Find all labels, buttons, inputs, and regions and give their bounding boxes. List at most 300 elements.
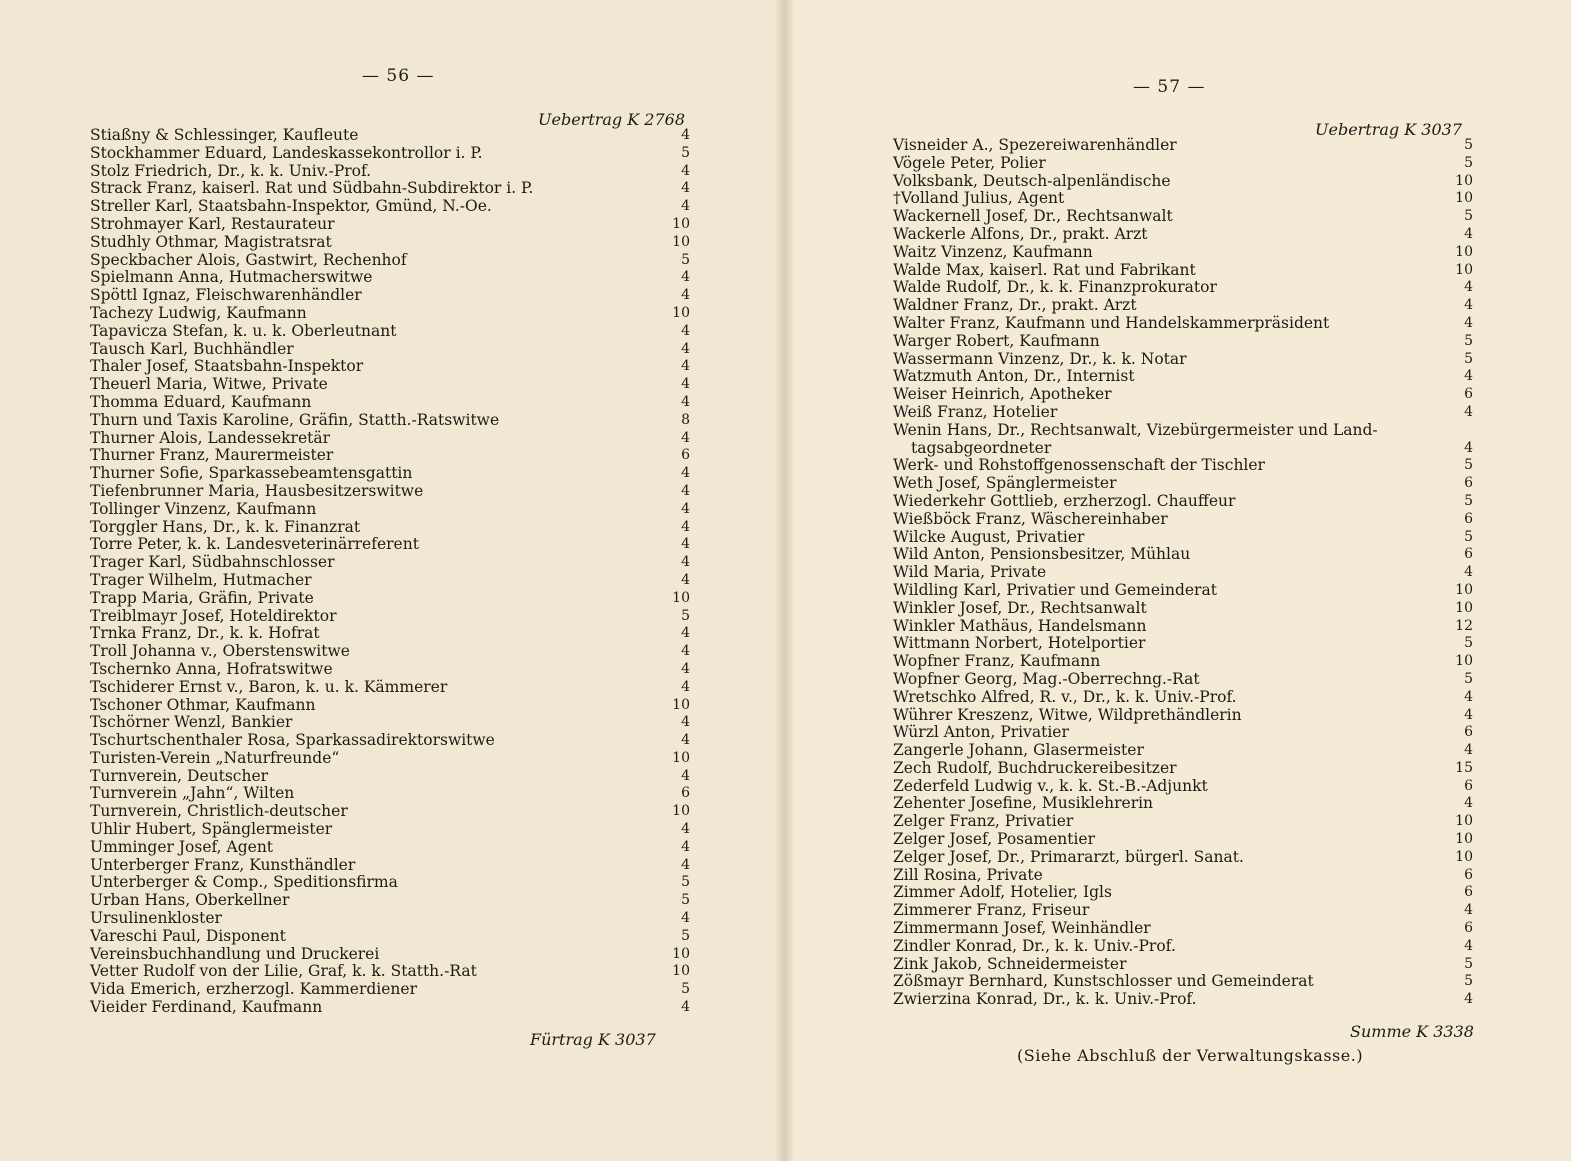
list-item xyxy=(893,297,1473,315)
list-item xyxy=(90,572,690,590)
entry-name: Troll Johanna v., Oberstenswitwe xyxy=(90,642,350,661)
entry-amount: 15 xyxy=(1455,759,1473,776)
page-total: Fürtrag K 3037 xyxy=(530,1030,656,1049)
entry-amount: 6 xyxy=(1464,386,1473,403)
entry-name: Wittmann Norbert, Hotelportier xyxy=(893,634,1146,653)
entry-name: Trapp Maria, Gräfin, Private xyxy=(90,588,314,607)
entry-name: Werk- und Rohstoffgenossenschaft der Tischler xyxy=(893,456,1265,475)
entry-amount: 10 xyxy=(1455,243,1473,260)
list-item xyxy=(893,956,1473,974)
entry-amount: 4 xyxy=(681,429,690,446)
entry-name: Walter Franz, Kaufmann und Handelskammerpräsident xyxy=(893,313,1330,332)
entry-name: Wießböck Franz, Wäschereinhaber xyxy=(893,509,1168,528)
entry-name: Stolz Friedrich, Dr., k. k. Univ.-Prof. xyxy=(90,161,372,180)
entry-amount: 5 xyxy=(1464,635,1473,652)
entry-amount: 4 xyxy=(1464,403,1473,420)
entry-name: Turnverein, Christlich-deutscher xyxy=(90,802,348,821)
entry-amount: 4 xyxy=(681,482,690,499)
entry-amount: 4 xyxy=(681,660,690,677)
entry-name: Turnverein, Deutscher xyxy=(90,766,269,785)
list-item xyxy=(90,661,690,679)
entry-amount: 4 xyxy=(681,162,690,179)
list-item xyxy=(893,244,1473,262)
entry-name: Torre Peter, k. k. Landesveterinärreferent xyxy=(90,535,419,554)
list-item xyxy=(893,671,1473,689)
list-item xyxy=(893,137,1473,155)
entry-amount: 4 xyxy=(681,269,690,286)
entry-name: Zelger Franz, Privatier xyxy=(893,812,1074,831)
entry-name: Wopfner Franz, Kaufmann xyxy=(893,652,1101,671)
entry-name: Volksbank, Deutsch-alpenländische xyxy=(893,171,1171,190)
entry-name: Winkler Mathäus, Handelsmann xyxy=(893,616,1147,635)
entry-amount: 6 xyxy=(1464,724,1473,741)
entry-name: Streller Karl, Staatsbahn-Inspektor, Gmünd, N.-Oe. xyxy=(90,197,492,216)
list-item xyxy=(90,465,690,483)
list-item xyxy=(893,653,1473,671)
list-item xyxy=(90,127,690,145)
entry-amount: 10 xyxy=(1455,831,1473,848)
list-item xyxy=(893,368,1473,386)
entry-amount: 4 xyxy=(681,198,690,215)
entry-amount: 10 xyxy=(672,215,690,232)
list-item xyxy=(90,892,690,910)
entry-amount: 4 xyxy=(1464,279,1473,296)
entry-name: Studhly Othmar, Magistratsrat xyxy=(90,232,332,251)
right-page xyxy=(785,0,1571,1161)
entry-name: Trnka Franz, Dr., k. k. Hofrat xyxy=(90,624,320,643)
entry-amount: 10 xyxy=(672,696,690,713)
entry-amount: 4 xyxy=(681,127,690,143)
entry-amount: 6 xyxy=(1464,884,1473,901)
entry-name: Wiederkehr Gottlieb, erzherzogl. Chauffeur xyxy=(893,491,1236,510)
list-item xyxy=(893,920,1473,938)
list-item xyxy=(90,839,690,857)
list-item xyxy=(893,457,1473,475)
entry-name: Vereinsbuchhandlung und Druckerei xyxy=(90,944,380,963)
list-item xyxy=(893,742,1473,760)
entry-name: Torggler Hans, Dr., k. k. Finanzrat xyxy=(90,517,361,536)
list-item xyxy=(90,554,690,572)
list-item xyxy=(90,697,690,715)
entry-amount: 4 xyxy=(681,910,690,927)
entry-name: Ursulinenkloster xyxy=(90,909,222,928)
list-item xyxy=(90,198,690,216)
closing-note: (Siehe Abschluß der Verwaltungskasse.) xyxy=(1017,1046,1364,1065)
entry-name: Unterberger Franz, Kunsthändler xyxy=(90,855,356,874)
entry-amount: 6 xyxy=(1464,510,1473,527)
entry-amount: 5 xyxy=(681,874,690,891)
list-item xyxy=(893,173,1473,191)
list-item xyxy=(90,145,690,163)
entry-amount: 4 xyxy=(1464,225,1473,242)
list-item xyxy=(90,732,690,750)
list-item xyxy=(90,714,690,732)
list-item xyxy=(90,910,690,928)
entry-name: Thaler Josef, Staatsbahn-Inspektor xyxy=(90,357,364,376)
entry-name: Tachezy Ludwig, Kaufmann xyxy=(90,303,307,322)
entry-name: †Volland Julius, Agent xyxy=(893,189,1065,208)
list-item xyxy=(90,252,690,270)
list-item xyxy=(90,679,690,697)
entry-name: Zimmermann Josef, Weinhändler xyxy=(893,919,1151,938)
entry-name: Vieider Ferdinand, Kaufmann xyxy=(90,998,323,1017)
list-item xyxy=(893,902,1473,920)
entry-amount: 4 xyxy=(681,999,690,1016)
list-item xyxy=(90,376,690,394)
entry-name: Uhlir Hubert, Spänglermeister xyxy=(90,820,333,839)
entry-name: Tausch Karl, Buchhändler xyxy=(90,339,294,358)
list-item xyxy=(893,279,1473,297)
entry-amount: 5 xyxy=(1464,973,1473,990)
list-item xyxy=(90,412,690,430)
list-item xyxy=(90,305,690,323)
entry-name: Umminger Josef, Agent xyxy=(90,837,274,856)
entry-name: Thurner Alois, Landessekretär xyxy=(90,428,331,447)
entry-amount: 8 xyxy=(681,411,690,428)
list-item xyxy=(90,821,690,839)
entry-amount: 10 xyxy=(1455,653,1473,670)
list-item xyxy=(893,724,1473,742)
entry-name: Zederfeld Ludwig v., k. k. St.-B.-Adjunkt xyxy=(893,776,1208,795)
entry-amount: 4 xyxy=(681,625,690,642)
list-item xyxy=(90,341,690,359)
list-item xyxy=(893,529,1473,547)
entry-name: Wildling Karl, Privatier und Gemeinderat xyxy=(893,580,1217,599)
entry-amount: 5 xyxy=(1464,492,1473,509)
entry-amount: 4 xyxy=(1464,368,1473,385)
entry-amount: 10 xyxy=(1455,172,1473,189)
list-item xyxy=(90,963,690,981)
list-item xyxy=(893,564,1473,582)
page-total: Summe K 3338 xyxy=(1350,1022,1474,1041)
entry-amount: 4 xyxy=(1464,688,1473,705)
entry-amount: 5 xyxy=(1464,350,1473,367)
entry-name: Thomma Eduard, Kaufmann xyxy=(90,392,312,411)
left-page xyxy=(0,0,785,1161)
list-item xyxy=(893,582,1473,600)
list-item xyxy=(893,867,1473,885)
list-item xyxy=(90,750,690,768)
entry-amount: 6 xyxy=(1464,546,1473,563)
entry-amount: 4 xyxy=(1464,706,1473,723)
entry-name: Würzl Anton, Privatier xyxy=(893,723,1069,742)
entry-name: Tschurtschenthaler Rosa, Sparkassadirektorswitwe xyxy=(90,731,495,750)
entry-name: Zehenter Josefine, Musiklehrerin xyxy=(893,794,1154,813)
entry-name: Wretschko Alfred, R. v., Dr., k. k. Univ.-Prof. xyxy=(893,687,1237,706)
entry-name: Zelger Josef, Dr., Primararzt, bürgerl. Sanat. xyxy=(893,847,1244,866)
entry-amount: 4 xyxy=(1464,564,1473,581)
entry-amount: 4 xyxy=(1464,297,1473,314)
entry-name: Tschörner Wenzl, Bankier xyxy=(90,713,293,732)
entry-amount: 4 xyxy=(1464,991,1473,1008)
entry-name: Thurn und Taxis Karoline, Gräfin, Statth.-Ratswitwe xyxy=(90,410,500,429)
entry-name: Zimmer Adolf, Hotelier, Igls xyxy=(893,883,1112,902)
entry-name: Waldner Franz, Dr., prakt. Arzt xyxy=(893,296,1137,315)
entry-name: Theuerl Maria, Witwe, Private xyxy=(90,375,328,394)
list-item xyxy=(90,216,690,234)
entry-name: Vareschi Paul, Disponent xyxy=(90,926,286,945)
entry-name: Weth Josef, Spänglermeister xyxy=(893,474,1117,493)
list-item xyxy=(90,323,690,341)
list-item xyxy=(90,928,690,946)
entry-amount: 10 xyxy=(672,945,690,962)
list-item xyxy=(90,803,690,821)
entry-amount: 4 xyxy=(681,536,690,553)
entry-name: Spielmann Anna, Hutmacherswitwe xyxy=(90,268,373,287)
entry-amount: 5 xyxy=(1464,457,1473,474)
list-item xyxy=(893,938,1473,956)
entry-amount: 6 xyxy=(681,447,690,464)
entry-name: Wild Maria, Private xyxy=(893,563,1047,582)
entry-amount: 4 xyxy=(681,821,690,838)
entry-name: Wopfner Georg, Mag.-Oberrechng.-Rat xyxy=(893,669,1200,688)
entry-amount: 4 xyxy=(681,767,690,784)
entry-amount: 4 xyxy=(1464,795,1473,812)
entry-amount: 4 xyxy=(681,571,690,588)
entry-amount: 10 xyxy=(672,963,690,980)
list-item xyxy=(90,234,690,252)
entry-name: Zech Rudolf, Buchdruckereibesitzer xyxy=(893,758,1177,777)
list-item xyxy=(90,981,690,999)
entry-name: Wassermann Vinzenz, Dr., k. k. Notar xyxy=(893,349,1187,368)
entry-amount: 6 xyxy=(1464,920,1473,937)
list-item xyxy=(893,778,1473,796)
list-item xyxy=(90,269,690,287)
list-item xyxy=(90,874,690,892)
entry-amount: 5 xyxy=(1464,137,1473,153)
entry-amount: 4 xyxy=(1464,937,1473,954)
list-item xyxy=(893,315,1473,333)
list-item xyxy=(893,404,1473,422)
entry-amount: 10 xyxy=(672,233,690,250)
entry-amount: 4 xyxy=(1464,439,1473,456)
entry-amount: 5 xyxy=(681,144,690,161)
list-item xyxy=(90,946,690,964)
list-item xyxy=(893,440,1473,458)
entry-name: Walde Max, kaiserl. Rat und Fabrikant xyxy=(893,260,1196,279)
page-number: — 57 — xyxy=(1133,77,1206,97)
entry-name: Warger Robert, Kaufmann xyxy=(893,331,1100,350)
entry-amount: 10 xyxy=(1455,190,1473,207)
entry-name: tagsabgeordneter xyxy=(911,438,1052,457)
entry-name: Treiblmayr Josef, Hoteldirektor xyxy=(90,606,337,625)
list-item xyxy=(90,590,690,608)
entry-amount: 5 xyxy=(681,892,690,909)
entry-amount: 5 xyxy=(681,251,690,268)
list-item xyxy=(90,999,690,1017)
entry-name: Strohmayer Karl, Restaurateur xyxy=(90,214,335,233)
list-item xyxy=(893,600,1473,618)
entry-name: Weiß Franz, Hotelier xyxy=(893,402,1058,421)
entry-name: Walde Rudolf, Dr., k. k. Finanzprokurator xyxy=(893,278,1217,297)
entry-amount: 4 xyxy=(1464,902,1473,919)
entry-name: Vögele Peter, Polier xyxy=(893,153,1046,172)
entry-amount: 4 xyxy=(681,393,690,410)
entry-amount: 5 xyxy=(1464,332,1473,349)
list-item xyxy=(893,190,1473,208)
list-item xyxy=(90,180,690,198)
entry-amount: 4 xyxy=(681,678,690,695)
list-item xyxy=(893,973,1473,991)
carry-over-line: Uebertrag K 3037 xyxy=(1315,120,1463,139)
entry-name: Zimmerer Franz, Friseur xyxy=(893,901,1090,920)
entry-amount: 10 xyxy=(1455,813,1473,830)
entry-amount: 5 xyxy=(681,927,690,944)
entry-name: Turisten-Verein „Naturfreunde“ xyxy=(90,748,340,767)
entry-name: Zangerle Johann, Glasermeister xyxy=(893,741,1144,760)
entry-name: Zindler Konrad, Dr., k. k. Univ.-Prof. xyxy=(893,936,1176,955)
entry-amount: 4 xyxy=(681,500,690,517)
entry-amount: 4 xyxy=(681,287,690,304)
entry-name: Tollinger Vinzenz, Kaufmann xyxy=(90,499,317,518)
entry-name: Vida Emerich, erzherzogl. Kammerdiener xyxy=(90,980,417,999)
entry-list xyxy=(893,137,1473,1009)
entry-name: Turnverein „Jahn“, Wilten xyxy=(90,784,295,803)
entry-amount: 10 xyxy=(672,803,690,820)
entry-amount: 4 xyxy=(1464,742,1473,759)
entry-name: Wackernell Josef, Dr., Rechtsanwalt xyxy=(893,207,1173,226)
entry-amount: 4 xyxy=(681,643,690,660)
entry-amount: 4 xyxy=(681,554,690,571)
page-number: — 56 — xyxy=(362,66,435,86)
list-item xyxy=(90,447,690,465)
entry-amount: 5 xyxy=(681,981,690,998)
list-item xyxy=(893,511,1473,529)
list-item xyxy=(893,760,1473,778)
entry-amount: 5 xyxy=(1464,154,1473,171)
entry-amount: 12 xyxy=(1455,617,1473,634)
list-item xyxy=(90,536,690,554)
entry-amount: 4 xyxy=(681,465,690,482)
list-item xyxy=(893,707,1473,725)
entry-name: Weiser Heinrich, Apotheker xyxy=(893,385,1112,404)
entry-amount: 5 xyxy=(681,607,690,624)
entry-name: Waitz Vinzenz, Kaufmann xyxy=(893,242,1093,261)
entry-amount: 5 xyxy=(1464,670,1473,687)
entry-amount: 10 xyxy=(1455,261,1473,278)
entry-name: Vetter Rudolf von der Lilie, Graf, k. k. Statth.-Rat xyxy=(90,962,477,981)
entry-amount: 4 xyxy=(1464,314,1473,331)
list-item xyxy=(90,625,690,643)
entry-name: Spöttl Ignaz, Fleischwarenhändler xyxy=(90,286,362,305)
list-item xyxy=(893,831,1473,849)
entry-amount: 4 xyxy=(681,714,690,731)
entry-amount: 6 xyxy=(1464,866,1473,883)
entry-name: Wilcke August, Privatier xyxy=(893,527,1085,546)
entry-list xyxy=(90,127,690,1017)
list-item xyxy=(893,849,1473,867)
entry-name: Zwierzina Konrad, Dr., k. k. Univ.-Prof. xyxy=(893,990,1197,1009)
entry-amount: 4 xyxy=(681,358,690,375)
list-item xyxy=(893,208,1473,226)
entry-amount: 5 xyxy=(1464,208,1473,225)
entry-amount: 10 xyxy=(1455,599,1473,616)
list-item xyxy=(893,884,1473,902)
list-item xyxy=(893,386,1473,404)
entry-amount: 4 xyxy=(681,376,690,393)
list-item xyxy=(90,287,690,305)
list-item xyxy=(90,768,690,786)
entry-name: Winkler Josef, Dr., Rechtsanwalt xyxy=(893,598,1147,617)
list-item xyxy=(893,333,1473,351)
list-item xyxy=(90,394,690,412)
list-item xyxy=(90,430,690,448)
carry-over-line: Uebertrag K 2768 xyxy=(538,110,686,129)
list-item xyxy=(90,643,690,661)
list-item xyxy=(893,546,1473,564)
entry-name: Wenin Hans, Dr., Rechtsanwalt, Vizebürgermeister und Land- xyxy=(893,420,1378,439)
entry-name: Strack Franz, kaiserl. Rat und Südbahn-Subdirektor i. P. xyxy=(90,179,534,198)
list-item xyxy=(893,618,1473,636)
entry-name: Tschernko Anna, Hofratswitwe xyxy=(90,659,333,678)
entry-amount: 4 xyxy=(681,322,690,339)
entry-name: Wührer Kreszenz, Witwe, Wildprethändlerin xyxy=(893,705,1242,724)
entry-name: Watzmuth Anton, Dr., Internist xyxy=(893,367,1135,386)
entry-name: Visneider A., Spezereiwarenhändler xyxy=(893,136,1177,154)
entry-amount: 10 xyxy=(672,304,690,321)
entry-name: Trager Karl, Südbahnschlosser xyxy=(90,553,335,572)
entry-amount: 4 xyxy=(681,732,690,749)
page-gutter xyxy=(775,0,795,1161)
list-item xyxy=(893,635,1473,653)
list-item xyxy=(90,519,690,537)
entry-name: Zill Rosina, Private xyxy=(893,865,1043,884)
entry-amount: 4 xyxy=(681,518,690,535)
entry-name: Zelger Josef, Posamentier xyxy=(893,830,1095,849)
list-item xyxy=(893,991,1473,1009)
entry-amount: 4 xyxy=(681,856,690,873)
entry-name: Stockhammer Eduard, Landeskassekontrollor i. P. xyxy=(90,143,483,162)
list-item xyxy=(893,689,1473,707)
entry-amount: 10 xyxy=(1455,848,1473,865)
entry-name: Tschoner Othmar, Kaufmann xyxy=(90,695,316,714)
entry-amount: 6 xyxy=(1464,475,1473,492)
entry-amount: 5 xyxy=(1464,528,1473,545)
entry-name: Unterberger & Comp., Speditionsfirma xyxy=(90,873,398,892)
list-item xyxy=(893,262,1473,280)
entry-name: Zößmayr Bernhard, Kunstschlosser und Gemeinderat xyxy=(893,972,1314,991)
entry-amount: 6 xyxy=(681,785,690,802)
list-item xyxy=(90,785,690,803)
entry-amount: 4 xyxy=(681,180,690,197)
list-item xyxy=(893,155,1473,173)
entry-name: Speckbacher Alois, Gastwirt, Rechenhof xyxy=(90,250,407,269)
list-item xyxy=(90,501,690,519)
entry-name: Stiaßny & Schlessinger, Kaufleute xyxy=(90,126,359,144)
list-item xyxy=(893,493,1473,511)
entry-name: Tapavicza Stefan, k. u. k. Oberleutnant xyxy=(90,321,397,340)
entry-amount: 5 xyxy=(1464,955,1473,972)
list-item xyxy=(893,813,1473,831)
list-item xyxy=(90,608,690,626)
entry-name: Urban Hans, Oberkellner xyxy=(90,891,290,910)
list-item xyxy=(893,351,1473,369)
entry-name: Wild Anton, Pensionsbesitzer, Mühlau xyxy=(893,545,1191,564)
entry-name: Thurner Franz, Maurermeister xyxy=(90,446,334,465)
list-item xyxy=(893,226,1473,244)
entry-amount: 10 xyxy=(672,589,690,606)
entry-amount: 4 xyxy=(681,340,690,357)
entry-amount: 6 xyxy=(1464,777,1473,794)
list-item xyxy=(90,483,690,501)
list-item xyxy=(893,475,1473,493)
entry-amount: 4 xyxy=(681,838,690,855)
entry-name: Wackerle Alfons, Dr., prakt. Arzt xyxy=(893,224,1148,243)
entry-name: Tiefenbrunner Maria, Hausbesitzerswitwe xyxy=(90,481,424,500)
entry-name: Zink Jakob, Schneidermeister xyxy=(893,954,1127,973)
entry-name: Thurner Sofie, Sparkassebeamtensgattin xyxy=(90,464,413,483)
entry-name: Tschiderer Ernst v., Baron, k. u. k. Kämmerer xyxy=(90,677,448,696)
